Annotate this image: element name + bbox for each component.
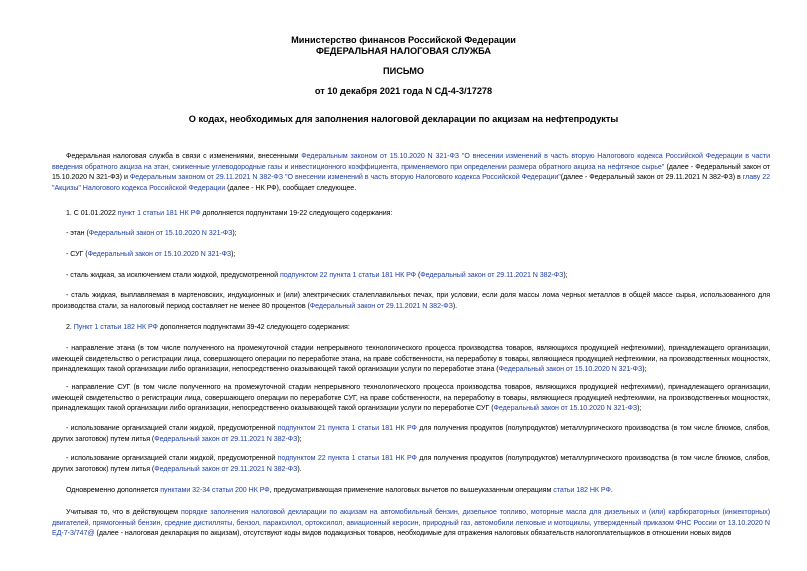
paragraph-1 <box>52 208 770 219</box>
text-span: (далее - НК РФ), сообщает следующее. <box>225 183 357 192</box>
link-article-200[interactable]: пунктами 32-34 статьи 200 НК РФ <box>160 486 270 494</box>
text-span: - сталь жидкая, выплавляемая в мартеновских, индукционных и (или) электрических сталеплавильных печах, при условии, если доля массы лома черных металлов в общей массе сырья, использованного для производства стали, за налоговый период составляет не менее 80 процентов ( <box>52 291 770 310</box>
link-law-321[interactable]: Федеральный закон от 15.10.2020 N 321-ФЗ <box>498 365 643 374</box>
doc-type: ПИСЬМО <box>382 66 425 76</box>
text-span: , предусматривающая применение налоговых вычетов по вышеуказанным операциям <box>269 486 554 494</box>
text-span: - использование организацией стали жидкой, предусмотренной <box>66 424 278 432</box>
item-steel-casting-21 <box>52 423 770 444</box>
link-chapter-22[interactable]: главу 22 "Акцизы" Налогового кодекса Российской Федерации <box>52 173 770 192</box>
link-law-382[interactable]: Федеральный закон от 29.11.2021 N 382-ФЗ <box>309 301 453 310</box>
text-span: ); <box>642 365 647 374</box>
text-span: ( <box>416 271 421 279</box>
link-law-382[interactable]: Федеральный закон от 29.11.2021 N 382-ФЗ <box>154 464 298 473</box>
item-steel-casting-22 <box>52 453 770 474</box>
link-article-182[interactable]: статьи 182 НК РФ <box>553 486 611 494</box>
link-declaration-order[interactable]: порядке заполнения налоговой декларации по акцизам на автомобильный бензин, дизельное топливо, моторные масла для дизельных и (или) карбюраторных (инжекторных) двигателей, прямогонный бензин, средние дистилляты, бензол, параксилол, ортоксилол, авиационный керосин, природный газ, автомобили легковые и мотоциклы, утвержденный приказом ФНС России от 13.10.2020 N ЕД-7-3/747@ <box>52 508 771 538</box>
link-law-382[interactable]: Федеральный закон от 29.11.2021 N 382-ФЗ <box>420 271 564 279</box>
item-ethane <box>52 228 770 239</box>
text-span: ). <box>452 301 458 310</box>
text-span: ). <box>297 464 302 473</box>
link-law-321[interactable]: Федеральный закон от 15.10.2020 N 321-ФЗ <box>87 250 232 258</box>
text-span: для получения продуктов (полупродуктов) металлургического производства (в том числе блюмов, слябов, других заготовок) путем литья ( <box>52 454 770 473</box>
item-sug <box>52 249 770 260</box>
link-law-321[interactable]: Федеральный закон от 15.10.2020 N 321-ФЗ <box>88 229 233 237</box>
link-article-181[interactable]: пункт 1 статьи 181 НК РФ <box>117 209 201 217</box>
text-span: 1. С 01.01.2022 <box>66 209 118 217</box>
paragraph-2 <box>52 322 770 333</box>
link-article-182[interactable]: Пункт 1 статьи 182 НК РФ <box>73 323 158 331</box>
text-span: - использование организацией стали жидкой, предусмотренной <box>66 454 278 462</box>
link-subpoint-22[interactable]: подпунктом 22 пункта 1 статьи 181 НК РФ <box>277 454 417 462</box>
doc-date-number: от 10 декабря 2021 года N СД-4-3/17278 <box>314 86 493 96</box>
text-span: (далее - Федеральный закон от 29.11.2021 N 382-ФЗ) в <box>560 173 743 182</box>
text-span: Федеральная налоговая служба в связи с изменениями, внесенными <box>66 152 302 160</box>
service-title: ФЕДЕРАЛЬНАЯ НАЛОГОВАЯ СЛУЖБА <box>315 46 492 56</box>
text-span: . <box>610 486 613 494</box>
text-span: - СУГ ( <box>66 250 88 258</box>
text-span: (далее - налоговая декларация по акцизам), отсутствуют коды видов подакцизных товаров, необходимые для отражения налоговых обязательств налогоплательщиков в отношении новых видов <box>94 529 732 538</box>
text-span: ); <box>297 434 302 443</box>
text-span: ); <box>563 271 568 279</box>
text-span: для получения продуктов (полупродуктов) металлургического производства (в том числе блюмов, слябов, других заготовок) путем литья ( <box>52 424 770 443</box>
link-subpoint-22[interactable]: подпунктом 22 пункта 1 статьи 181 НК РФ <box>279 271 417 279</box>
text-span: 2. <box>66 323 74 331</box>
text-span: Одновременно дополняется <box>66 486 161 494</box>
text-span: Учитывая то, что в действующем <box>66 508 181 516</box>
text-span: ); <box>232 229 237 237</box>
link-law-321[interactable]: Федеральный закон от 15.10.2020 N 321-ФЗ <box>493 404 638 413</box>
link-law-382[interactable]: Федеральным законом от 29.11.2021 N 382-ФЗ "О внесении изменений в часть вторую Налогового кодекса Российской Федерации" <box>129 173 561 182</box>
item-sug-processing <box>52 382 770 414</box>
text-span: - этан ( <box>66 229 89 237</box>
item-ethane-processing <box>52 343 770 375</box>
link-subpoint-21[interactable]: подпунктом 21 пункта 1 статьи 181 НК РФ <box>277 424 417 432</box>
paragraph-article-200 <box>52 485 770 496</box>
link-law-382[interactable]: Федеральный закон от 29.11.2021 N 382-ФЗ <box>154 434 298 443</box>
item-liquid-steel-scrap <box>52 290 770 311</box>
text-span: - сталь жидкая, за исключением стали жидкой, предусмотренной <box>66 271 280 279</box>
paragraph-intro <box>52 151 770 193</box>
text-span: дополняется подпунктами 19-22 следующего содержания: <box>200 209 393 217</box>
text-span: дополняется подпунктами 39-42 следующего содержания: <box>157 323 350 331</box>
text-span: - направление этана (в том числе полученного на промежуточной стадии непрерывного технологического процесса производства товаров, являющихся продукцией нефтехимии), принадлежащего организации, имеющей свидетельство о регистрации лица, совершающего операции по переработке этана, на праве собственности, на переработку в товары, являющиеся продукцией нефтехимии, на производственных мощностях, принадлежащих такой организации либо организации, непосредственно оказывающей такой организации услуги по переработке этана ( <box>52 344 770 374</box>
text-span: ); <box>637 404 642 413</box>
item-liquid-steel <box>52 270 770 281</box>
paragraph-declaration <box>52 507 770 539</box>
ministry-title: Министерство финансов Российской Федерации <box>291 35 516 45</box>
link-law-321[interactable]: Федеральным законом от 15.10.2020 N 321-ФЗ "О внесении изменений в часть вторую Налогового кодекса Российской Федерации в части введения обратного акциза на этан, сжиженные углеводородные газы и инвестиционного коэффициента, применяемого при определении размера обратного акциза на нефтяное сырье" <box>52 152 770 171</box>
text-span: (далее - Федеральный закон от 15.10.2020 N 321-ФЗ) и <box>52 162 770 182</box>
text-span: ); <box>231 250 236 258</box>
text-span: - направление СУГ (в том числе полученного на промежуточной стадии непрерывного технологического процесса производства товаров, являющихся продукцией нефтехимии), принадлежащего организации, имеющей свидетельство о регистрации лица, совершающего операции по переработке СУГ, на праве собственности, на переработку в товары, являющиеся продукцией нефтехимии, на производственных мощностях, принадлежащих такой организации либо организации, непосредственно оказывающей такой организации услуги по переработке СУГ ( <box>52 383 770 413</box>
doc-subject: О кодах, необходимых для заполнения налоговой декларации по акцизам на нефтепродукты <box>188 114 619 124</box>
